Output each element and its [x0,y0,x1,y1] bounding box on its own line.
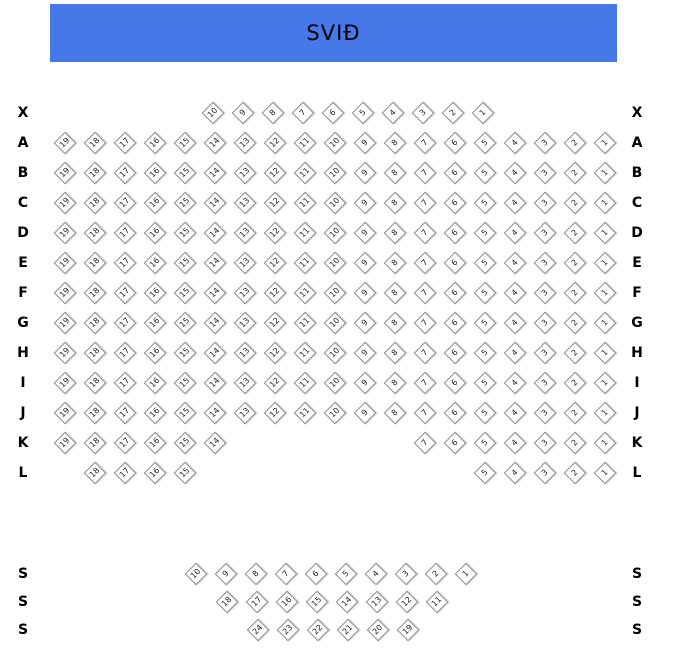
seat-S-9[interactable]: 9 [215,563,238,586]
seat-G-19[interactable]: 19 [54,312,77,335]
seat-D-16[interactable]: 16 [144,222,167,245]
seat-H-18[interactable]: 18 [84,342,107,365]
seat-H-12[interactable]: 12 [264,342,287,365]
seat-D-3[interactable]: 3 [534,222,557,245]
seat-J-8[interactable]: 8 [384,402,407,425]
seat-K-7[interactable]: 7 [414,432,437,455]
seat-H-19[interactable]: 19 [54,342,77,365]
seat-S-20[interactable]: 20 [367,619,390,642]
seat-H-10[interactable]: 10 [324,342,347,365]
seat-G-15[interactable]: 15 [174,312,197,335]
seat-H-3[interactable]: 3 [534,342,557,365]
seat-F-19[interactable]: 19 [54,282,77,305]
seat-I-11[interactable]: 11 [294,372,317,395]
seat-S-2[interactable]: 2 [425,563,448,586]
seat-I-7[interactable]: 7 [414,372,437,395]
row-label-right: K [631,435,643,451]
seat-E-7[interactable]: 7 [414,252,437,275]
seat-B-16[interactable]: 16 [144,162,167,185]
seat-A-8[interactable]: 8 [384,132,407,155]
seat-J-1[interactable]: 1 [594,402,617,425]
seat-K-4[interactable]: 4 [504,432,527,455]
seat-B-12[interactable]: 12 [264,162,287,185]
seat-F-7[interactable]: 7 [414,282,437,305]
row-label-left: B [17,165,29,181]
seat-C-7[interactable]: 7 [414,192,437,215]
seat-S-12[interactable]: 12 [396,591,419,614]
row-label-left: D [17,225,29,241]
seat-F-5[interactable]: 5 [474,282,497,305]
seat-H-5[interactable]: 5 [474,342,497,365]
row-label-right: S [631,622,643,638]
seat-J-11[interactable]: 11 [294,402,317,425]
seat-H-11[interactable]: 11 [294,342,317,365]
seat-G-6[interactable]: 6 [444,312,467,335]
seat-C-5[interactable]: 5 [474,192,497,215]
seat-F-17[interactable]: 17 [114,282,137,305]
seat-S-21[interactable]: 21 [337,619,360,642]
seat-G-1[interactable]: 1 [594,312,617,335]
seat-S-1[interactable]: 1 [455,563,478,586]
seat-C-4[interactable]: 4 [504,192,527,215]
seat-E-10[interactable]: 10 [324,252,347,275]
row-label-right: H [631,345,643,361]
seat-B-19[interactable]: 19 [54,162,77,185]
seat-H-4[interactable]: 4 [504,342,527,365]
seat-H-1[interactable]: 1 [594,342,617,365]
seat-X-1[interactable]: 1 [472,102,495,125]
seat-A-16[interactable]: 16 [144,132,167,155]
seat-B-15[interactable]: 15 [174,162,197,185]
seat-X-7[interactable]: 7 [292,102,315,125]
seat-C-13[interactable]: 13 [234,192,257,215]
row-label-right: C [631,195,643,211]
seat-I-6[interactable]: 6 [444,372,467,395]
seat-D-19[interactable]: 19 [54,222,77,245]
seat-B-7[interactable]: 7 [414,162,437,185]
seat-E-2[interactable]: 2 [564,252,587,275]
seat-I-16[interactable]: 16 [144,372,167,395]
seat-K-18[interactable]: 18 [84,432,107,455]
seat-J-7[interactable]: 7 [414,402,437,425]
seat-G-3[interactable]: 3 [534,312,557,335]
seat-D-1[interactable]: 1 [594,222,617,245]
seat-C-15[interactable]: 15 [174,192,197,215]
row-label-left: E [18,255,28,271]
seat-I-14[interactable]: 14 [204,372,227,395]
row-label-left: I [20,375,26,391]
seat-I-18[interactable]: 18 [84,372,107,395]
seat-A-15[interactable]: 15 [174,132,197,155]
seat-L-15[interactable]: 15 [174,462,197,485]
seat-C-10[interactable]: 10 [324,192,347,215]
seat-A-13[interactable]: 13 [234,132,257,155]
seat-E-5[interactable]: 5 [474,252,497,275]
seat-S-4[interactable]: 4 [365,563,388,586]
row-label-left: F [18,285,28,301]
seat-S-24[interactable]: 24 [247,619,270,642]
seat-X-2[interactable]: 2 [442,102,465,125]
seat-D-18[interactable]: 18 [84,222,107,245]
seat-A-7[interactable]: 7 [414,132,437,155]
seat-G-7[interactable]: 7 [414,312,437,335]
seat-D-2[interactable]: 2 [564,222,587,245]
seat-F-14[interactable]: 14 [204,282,227,305]
seat-B-10[interactable]: 10 [324,162,347,185]
seat-B-4[interactable]: 4 [504,162,527,185]
row-label-right: X [631,105,643,121]
seat-C-2[interactable]: 2 [564,192,587,215]
row-label-left: S [17,566,29,582]
seat-A-3[interactable]: 3 [534,132,557,155]
row-label-right: J [634,405,640,421]
row-label-right: A [631,135,643,151]
seat-D-17[interactable]: 17 [114,222,137,245]
row-label-right: D [631,225,643,241]
seat-S-13[interactable]: 13 [366,591,389,614]
seat-A-19[interactable]: 19 [54,132,77,155]
row-label-right: I [634,375,640,391]
row-label-left: S [17,594,29,610]
seat-D-5[interactable]: 5 [474,222,497,245]
seat-B-5[interactable]: 5 [474,162,497,185]
seat-I-2[interactable]: 2 [564,372,587,395]
seat-E-11[interactable]: 11 [294,252,317,275]
seat-H-16[interactable]: 16 [144,342,167,365]
seat-C-18[interactable]: 18 [84,192,107,215]
seat-H-13[interactable]: 13 [234,342,257,365]
seat-A-18[interactable]: 18 [84,132,107,155]
seat-B-17[interactable]: 17 [114,162,137,185]
seat-A-9[interactable]: 9 [354,132,377,155]
seat-H-15[interactable]: 15 [174,342,197,365]
seat-C-6[interactable]: 6 [444,192,467,215]
seat-S-6[interactable]: 6 [305,563,328,586]
seat-A-11[interactable]: 11 [294,132,317,155]
seat-E-3[interactable]: 3 [534,252,557,275]
seat-H-17[interactable]: 17 [114,342,137,365]
seat-I-13[interactable]: 13 [234,372,257,395]
row-label-left: J [20,405,26,421]
seat-J-16[interactable]: 16 [144,402,167,425]
row-label-left: C [17,195,29,211]
seat-I-4[interactable]: 4 [504,372,527,395]
seat-E-19[interactable]: 19 [54,252,77,275]
seat-C-12[interactable]: 12 [264,192,287,215]
seat-D-4[interactable]: 4 [504,222,527,245]
seat-K-2[interactable]: 2 [564,432,587,455]
seat-E-14[interactable]: 14 [204,252,227,275]
seat-A-12[interactable]: 12 [264,132,287,155]
seat-L-18[interactable]: 18 [84,462,107,485]
row-label-right: F [632,285,642,301]
seat-K-15[interactable]: 15 [174,432,197,455]
seat-S-18[interactable]: 18 [216,591,239,614]
seat-A-2[interactable]: 2 [564,132,587,155]
seat-K-14[interactable]: 14 [204,432,227,455]
seat-D-14[interactable]: 14 [204,222,227,245]
seat-G-10[interactable]: 10 [324,312,347,335]
seat-L-17[interactable]: 17 [114,462,137,485]
seat-B-1[interactable]: 1 [594,162,617,185]
seat-C-19[interactable]: 19 [54,192,77,215]
seat-X-5[interactable]: 5 [352,102,375,125]
seat-S-22[interactable]: 22 [307,619,330,642]
seat-G-11[interactable]: 11 [294,312,317,335]
seat-G-18[interactable]: 18 [84,312,107,335]
seat-F-15[interactable]: 15 [174,282,197,305]
seat-E-4[interactable]: 4 [504,252,527,275]
seat-D-10[interactable]: 10 [324,222,347,245]
seat-F-6[interactable]: 6 [444,282,467,305]
seat-A-10[interactable]: 10 [324,132,347,155]
seat-E-18[interactable]: 18 [84,252,107,275]
seat-F-11[interactable]: 11 [294,282,317,305]
seat-A-4[interactable]: 4 [504,132,527,155]
seat-G-2[interactable]: 2 [564,312,587,335]
seat-A-14[interactable]: 14 [204,132,227,155]
seat-F-16[interactable]: 16 [144,282,167,305]
seat-G-12[interactable]: 12 [264,312,287,335]
seat-S-7[interactable]: 7 [275,563,298,586]
seat-S-8[interactable]: 8 [245,563,268,586]
row-label-left: L [18,465,28,481]
row-label-left: A [17,135,29,151]
seat-S-15[interactable]: 15 [306,591,329,614]
seat-X-9[interactable]: 9 [232,102,255,125]
seat-I-19[interactable]: 19 [54,372,77,395]
seat-I-10[interactable]: 10 [324,372,347,395]
seat-D-15[interactable]: 15 [174,222,197,245]
seat-D-11[interactable]: 11 [294,222,317,245]
seat-J-12[interactable]: 12 [264,402,287,425]
seat-L-4[interactable]: 4 [504,462,527,485]
seat-F-12[interactable]: 12 [264,282,287,305]
seat-B-3[interactable]: 3 [534,162,557,185]
row-label-right: E [632,255,642,271]
row-label-right: B [631,165,643,181]
seat-E-8[interactable]: 8 [384,252,407,275]
seat-H-7[interactable]: 7 [414,342,437,365]
seat-K-3[interactable]: 3 [534,432,557,455]
seat-S-23[interactable]: 23 [277,619,300,642]
seat-F-3[interactable]: 3 [534,282,557,305]
seat-A-6[interactable]: 6 [444,132,467,155]
seat-K-16[interactable]: 16 [144,432,167,455]
seat-F-10[interactable]: 10 [324,282,347,305]
seat-A-17[interactable]: 17 [114,132,137,155]
seat-S-19[interactable]: 19 [397,619,420,642]
seat-J-4[interactable]: 4 [504,402,527,425]
seat-F-9[interactable]: 9 [354,282,377,305]
seat-S-14[interactable]: 14 [336,591,359,614]
seat-I-8[interactable]: 8 [384,372,407,395]
seat-K-6[interactable]: 6 [444,432,467,455]
seat-F-4[interactable]: 4 [504,282,527,305]
seat-J-19[interactable]: 19 [54,402,77,425]
seat-C-8[interactable]: 8 [384,192,407,215]
seat-E-1[interactable]: 1 [594,252,617,275]
row-label-left: K [17,435,29,451]
seat-I-12[interactable]: 12 [264,372,287,395]
seat-X-4[interactable]: 4 [382,102,405,125]
seat-B-9[interactable]: 9 [354,162,377,185]
seat-S-11[interactable]: 11 [426,591,449,614]
seat-G-13[interactable]: 13 [234,312,257,335]
seat-I-1[interactable]: 1 [594,372,617,395]
row-label-left: G [17,315,29,331]
seat-B-8[interactable]: 8 [384,162,407,185]
seat-D-8[interactable]: 8 [384,222,407,245]
seat-A-5[interactable]: 5 [474,132,497,155]
seat-X-6[interactable]: 6 [322,102,345,125]
seat-S-17[interactable]: 17 [246,591,269,614]
seat-J-17[interactable]: 17 [114,402,137,425]
seat-S-16[interactable]: 16 [276,591,299,614]
seat-J-14[interactable]: 14 [204,402,227,425]
seat-H-8[interactable]: 8 [384,342,407,365]
seat-S-3[interactable]: 3 [395,563,418,586]
seat-J-10[interactable]: 10 [324,402,347,425]
row-label-right: L [632,465,642,481]
seat-I-3[interactable]: 3 [534,372,557,395]
seat-S-10[interactable]: 10 [185,563,208,586]
seat-X-8[interactable]: 8 [262,102,285,125]
seat-L-5[interactable]: 5 [474,462,497,485]
seat-K-19[interactable]: 19 [54,432,77,455]
seat-G-16[interactable]: 16 [144,312,167,335]
seat-E-16[interactable]: 16 [144,252,167,275]
seat-C-11[interactable]: 11 [294,192,317,215]
seat-D-13[interactable]: 13 [234,222,257,245]
seat-J-18[interactable]: 18 [84,402,107,425]
seat-S-5[interactable]: 5 [335,563,358,586]
seat-G-14[interactable]: 14 [204,312,227,335]
seat-D-7[interactable]: 7 [414,222,437,245]
seat-K-5[interactable]: 5 [474,432,497,455]
seat-J-5[interactable]: 5 [474,402,497,425]
seat-B-2[interactable]: 2 [564,162,587,185]
seat-H-9[interactable]: 9 [354,342,377,365]
seat-E-6[interactable]: 6 [444,252,467,275]
seat-C-9[interactable]: 9 [354,192,377,215]
seat-I-15[interactable]: 15 [174,372,197,395]
seat-F-13[interactable]: 13 [234,282,257,305]
seat-C-14[interactable]: 14 [204,192,227,215]
seat-K-17[interactable]: 17 [114,432,137,455]
seat-J-13[interactable]: 13 [234,402,257,425]
stage-banner: SVIÐ [50,4,617,62]
seat-H-14[interactable]: 14 [204,342,227,365]
seat-L-1[interactable]: 1 [594,462,617,485]
seat-D-12[interactable]: 12 [264,222,287,245]
seat-D-9[interactable]: 9 [354,222,377,245]
seat-I-9[interactable]: 9 [354,372,377,395]
seat-B-14[interactable]: 14 [204,162,227,185]
seat-E-9[interactable]: 9 [354,252,377,275]
seat-D-6[interactable]: 6 [444,222,467,245]
seat-B-11[interactable]: 11 [294,162,317,185]
seat-K-1[interactable]: 1 [594,432,617,455]
row-label-right: G [631,315,643,331]
seat-J-9[interactable]: 9 [354,402,377,425]
seat-A-1[interactable]: 1 [594,132,617,155]
row-label-left: X [17,105,29,121]
seat-X-10[interactable]: 10 [202,102,225,125]
seat-C-17[interactable]: 17 [114,192,137,215]
seat-F-1[interactable]: 1 [594,282,617,305]
seat-G-9[interactable]: 9 [354,312,377,335]
seat-G-5[interactable]: 5 [474,312,497,335]
seat-J-15[interactable]: 15 [174,402,197,425]
seat-E-13[interactable]: 13 [234,252,257,275]
seat-E-15[interactable]: 15 [174,252,197,275]
seat-L-3[interactable]: 3 [534,462,557,485]
seat-F-18[interactable]: 18 [84,282,107,305]
seat-C-1[interactable]: 1 [594,192,617,215]
seat-B-6[interactable]: 6 [444,162,467,185]
seat-X-3[interactable]: 3 [412,102,435,125]
seat-L-2[interactable]: 2 [564,462,587,485]
row-label-left: S [17,622,29,638]
seat-G-17[interactable]: 17 [114,312,137,335]
seat-I-5[interactable]: 5 [474,372,497,395]
seat-E-17[interactable]: 17 [114,252,137,275]
seat-I-17[interactable]: 17 [114,372,137,395]
seat-H-6[interactable]: 6 [444,342,467,365]
row-label-right: S [631,566,643,582]
seat-F-8[interactable]: 8 [384,282,407,305]
seat-B-13[interactable]: 13 [234,162,257,185]
seat-H-2[interactable]: 2 [564,342,587,365]
seat-C-16[interactable]: 16 [144,192,167,215]
seat-G-4[interactable]: 4 [504,312,527,335]
seat-B-18[interactable]: 18 [84,162,107,185]
seat-F-2[interactable]: 2 [564,282,587,305]
row-label-left: H [17,345,29,361]
seat-E-12[interactable]: 12 [264,252,287,275]
seat-J-2[interactable]: 2 [564,402,587,425]
seat-L-16[interactable]: 16 [144,462,167,485]
seat-G-8[interactable]: 8 [384,312,407,335]
seat-J-6[interactable]: 6 [444,402,467,425]
seat-C-3[interactable]: 3 [534,192,557,215]
seat-J-3[interactable]: 3 [534,402,557,425]
row-label-right: S [631,594,643,610]
